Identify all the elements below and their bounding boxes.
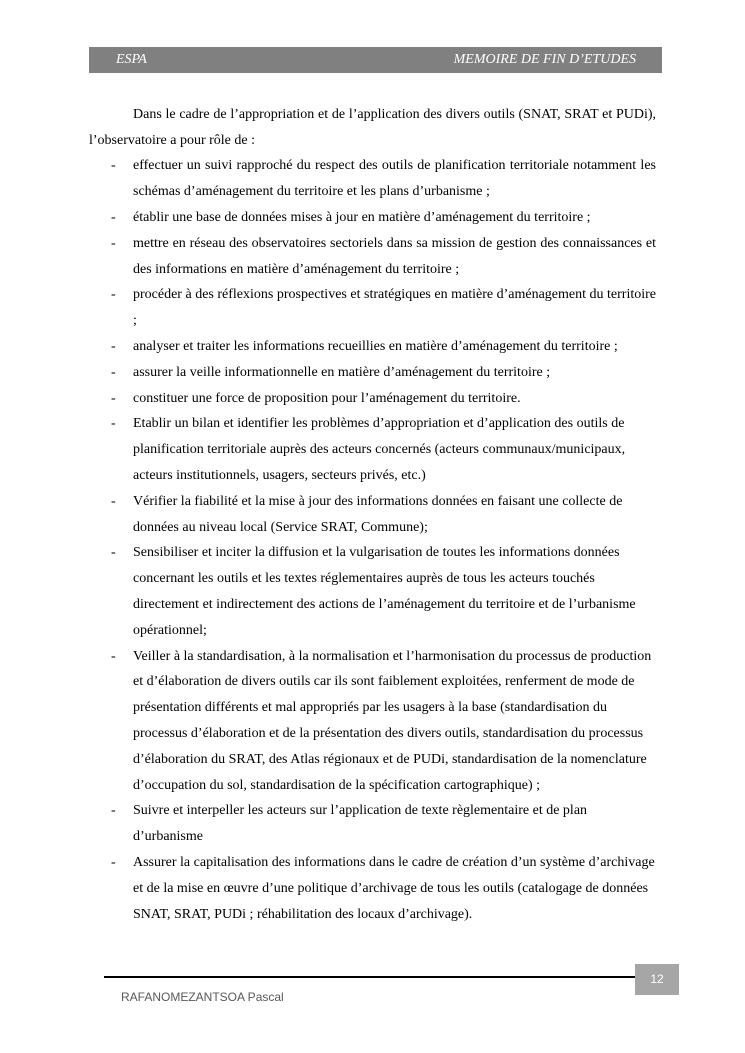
intro-text: Dans le cadre de l’appropriation et de l’application des divers outils (SNAT, SRAT et PUDi), l’observatoire a pour rôle de : [89,107,656,148]
page-header [89,47,662,73]
list-item [89,153,656,205]
bullet-dash: - [111,158,116,174]
list-item [89,644,656,799]
list-item-text: Assurer la capitalisation des informations dans le cadre de création d’un système d’archivage et de la mise en œuvre d’une politique d’archivage de tous les outils (catalogage de données SNAT, SRAT, PUDi ; réhabilitation des locaux d’archivage). [133,854,655,922]
list-item-text: mettre en réseau des observatoires sectoriels dans sa mission de gestion des connaissances et des informations en matière d’aménagement du territoire ; [133,235,656,277]
list-item-text: Etablir un bilan et identifier les problèmes d’appropriation et d’application des outils de planification territoriale auprès des acteurs concernés (acteurs communaux/municipaux, acteurs institutionnels, usagers, secteurs privés, etc.) [133,416,626,483]
page-number: 12 [635,964,679,995]
footer-divider [104,976,635,978]
list-item-text: Suivre et interpeller les acteurs sur l’application de texte règlementaire et de plan d’urbanisme [133,803,588,845]
list-item-text: Vérifier la fiabilité et la mise à jour des informations données en faisant une collecte de données au niveau local (Service SRAT, Commune); [133,493,623,535]
bullet-dash: - [111,364,116,380]
list-item [89,798,656,850]
bullet-dash: - [111,493,116,509]
bullet-dash: - [111,648,116,664]
bullet-dash: - [111,287,116,303]
list-item-text: établir une base de données mises à jour en matière d’aménagement du territoire ; [133,210,591,225]
list-item-text: Veiller à la standardisation, à la normalisation et l’harmonisation du processus de production et d’élaboration de divers outils car ils sont faiblement exploitées, renferment de mode de présentation différents et mal appropriés par les usagers à la base (standardisation du processus d’élaboration et de la présentation des divers outils, standardisation du processus d’élaboration du SRAT, des Atlas régionaux et de PUDi, standardisation de la nomenclature d’occupation du sol, standardisation de la spécification cartographique) ; [133,648,652,793]
list-item [89,411,656,488]
list-item-text: assurer la veille informationnelle en matière d’aménagement du territoire ; [133,364,551,380]
list-item [89,360,656,386]
list-item [89,850,656,927]
list-item-text: Sensibiliser et inciter la diffusion et la vulgarisation de toutes les informations données concernant les outils et les textes réglementaires auprès de tous les acteurs touchés directement et indirectement des actions de l’aménagement du territoire et de l’urbanisme opérationnel; [133,545,636,638]
bullet-dash: - [111,235,116,251]
bullet-dash: - [111,390,116,406]
list-item-text: effectuer un suivi rapproché du respect des outils de planification territoriale notamment les schémas d’aménagement du territoire et les plans d’urbanisme ; [133,158,656,200]
list-item [89,489,656,541]
list-item [89,205,656,231]
list-item [89,231,656,283]
bullet-dash: - [111,210,116,225]
header-document-title: MEMOIRE DE FIN D’ETUDES [453,52,636,67]
list-item-text: procéder à des réflexions prospectives et stratégiques en matière d’aménagement du territoire ; [133,287,656,329]
page-body [89,102,656,927]
list-item [89,334,656,360]
list-item-text: analyser et traiter les informations recueillies en matière d’aménagement du territoire ; [133,338,618,354]
role-list [89,153,656,927]
intro-paragraph [89,102,656,153]
bullet-dash: - [111,416,116,432]
footer-author: RAFANOMEZANTSOA Pascal [121,990,284,1004]
bullet-dash: - [111,545,116,561]
list-item-text: constituer une force de proposition pour l’aménagement du territoire. [133,390,521,406]
list-item [89,386,656,412]
bullet-dash: - [111,854,116,870]
header-school: ESPA [116,52,147,67]
bullet-dash: - [111,803,116,819]
list-item [89,540,656,643]
list-item [89,282,656,334]
bullet-dash: - [111,338,116,354]
